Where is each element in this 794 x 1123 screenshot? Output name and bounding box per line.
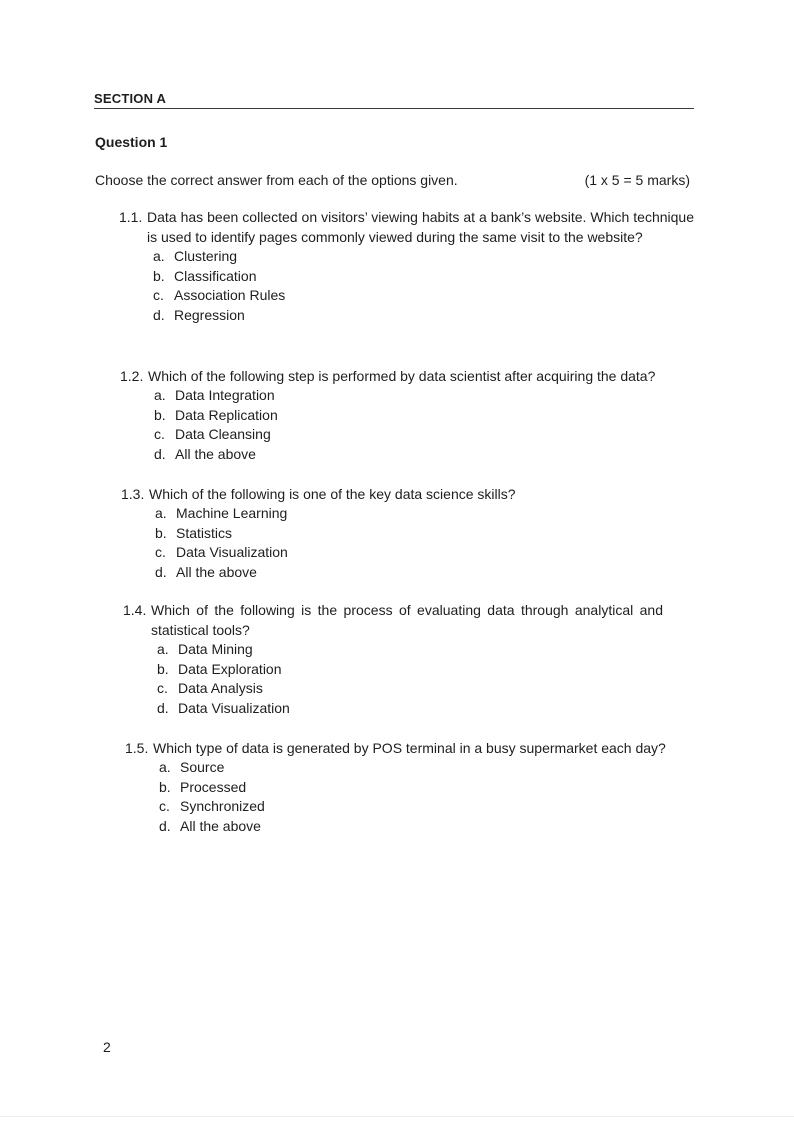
- option-letter: b.: [155, 524, 167, 541]
- option-text: All the above: [180, 817, 261, 834]
- question-item-1-1: [119, 207, 694, 325]
- option-d: [119, 306, 694, 326]
- option-list: [119, 247, 694, 325]
- option-text: Clustering: [174, 248, 238, 264]
- option-c: [125, 797, 710, 817]
- option-list: [125, 758, 710, 836]
- option-letter: c.: [157, 680, 168, 696]
- page-number: 2: [103, 1039, 111, 1055]
- option-letter: b.: [154, 406, 166, 423]
- question-stem: [121, 484, 696, 504]
- question-text: Which of the following step is performed by data scientist after acquiring the data?: [148, 368, 656, 384]
- scan-edge-divider: [0, 1116, 794, 1117]
- option-text: All the above: [176, 563, 257, 580]
- option-letter: d.: [159, 817, 171, 834]
- option-c: [121, 543, 696, 563]
- option-a: [123, 640, 663, 660]
- question-stem: [125, 738, 710, 758]
- option-text: Machine Learning: [176, 505, 288, 521]
- option-list: [120, 386, 700, 464]
- option-text: All the above: [175, 445, 256, 462]
- option-text: Data Visualization: [178, 699, 290, 716]
- option-text: Association Rules: [174, 287, 286, 303]
- option-letter: a.: [157, 641, 169, 657]
- option-a: [121, 504, 696, 524]
- section-header: [94, 91, 694, 109]
- question-number: 1.1.: [119, 209, 143, 225]
- option-text: Data Replication: [175, 406, 278, 423]
- question-stem: [120, 366, 700, 386]
- option-text: Classification: [174, 267, 257, 284]
- option-a: [125, 758, 710, 778]
- question-number: 1.3.: [121, 486, 145, 502]
- question-text: Data has been collected on visitors’ viewing habits at a bank’s website. Which technique is used to identify pages commonly viewed during the same visit to the website?: [147, 209, 694, 245]
- option-letter: d.: [155, 563, 167, 580]
- option-text: Data Mining: [178, 641, 253, 657]
- option-list: [123, 640, 663, 718]
- section-title: SECTION A: [94, 91, 167, 106]
- option-text: Regression: [174, 306, 245, 323]
- option-letter: c.: [153, 287, 164, 303]
- option-letter: d.: [153, 306, 165, 323]
- option-letter: a.: [154, 387, 166, 403]
- marks-allocation: (1 x 5 = 5 marks): [584, 172, 690, 188]
- option-c: [120, 425, 700, 445]
- question-item-1-3: [121, 484, 696, 582]
- option-text: Statistics: [176, 524, 233, 541]
- option-d: [121, 563, 696, 583]
- option-a: [120, 386, 700, 406]
- option-letter: c.: [154, 426, 165, 442]
- option-letter: a.: [155, 505, 167, 521]
- option-text: Processed: [180, 778, 247, 795]
- option-letter: c.: [159, 798, 170, 814]
- question-text: Which of the following is the process of evaluating data through analytical and statistical tools?: [151, 602, 663, 638]
- question-stem: [123, 600, 663, 640]
- option-letter: a.: [159, 759, 171, 775]
- option-b: [121, 524, 696, 544]
- option-text: Data Cleansing: [175, 426, 271, 442]
- option-d: [123, 699, 663, 719]
- option-d: [120, 445, 700, 465]
- option-text: Data Exploration: [178, 660, 282, 677]
- option-b: [123, 660, 663, 680]
- option-letter: d.: [154, 445, 166, 462]
- option-b: [120, 406, 700, 426]
- option-letter: b.: [153, 267, 165, 284]
- instruction-text: Choose the correct answer from each of the options given.: [95, 172, 458, 188]
- option-b: [125, 778, 710, 798]
- question-title: Question 1: [95, 134, 168, 150]
- option-letter: b.: [159, 778, 171, 795]
- option-letter: c.: [155, 544, 166, 560]
- option-c: [123, 679, 663, 699]
- option-letter: a.: [153, 248, 165, 264]
- question-number: 1.4.: [123, 602, 147, 618]
- option-b: [119, 267, 694, 287]
- question-text: Which type of data is generated by POS terminal in a busy supermarket each day?: [153, 740, 666, 756]
- question-stem: [119, 207, 694, 247]
- option-text: Data Visualization: [176, 544, 288, 560]
- option-list: [121, 504, 696, 582]
- option-text: Data Analysis: [178, 680, 263, 696]
- option-letter: d.: [157, 699, 169, 716]
- option-c: [119, 286, 694, 306]
- question-number: 1.2.: [120, 368, 144, 384]
- option-letter: b.: [157, 660, 169, 677]
- option-text: Source: [180, 759, 225, 775]
- option-text: Data Integration: [175, 387, 275, 403]
- option-a: [119, 247, 694, 267]
- option-d: [125, 817, 710, 837]
- question-number: 1.5.: [125, 740, 149, 756]
- question-item-1-4: [123, 600, 663, 718]
- option-text: Synchronized: [180, 798, 265, 814]
- question-text: Which of the following is one of the key data science skills?: [149, 486, 516, 502]
- question-item-1-2: [120, 366, 700, 464]
- question-item-1-5: [125, 738, 710, 836]
